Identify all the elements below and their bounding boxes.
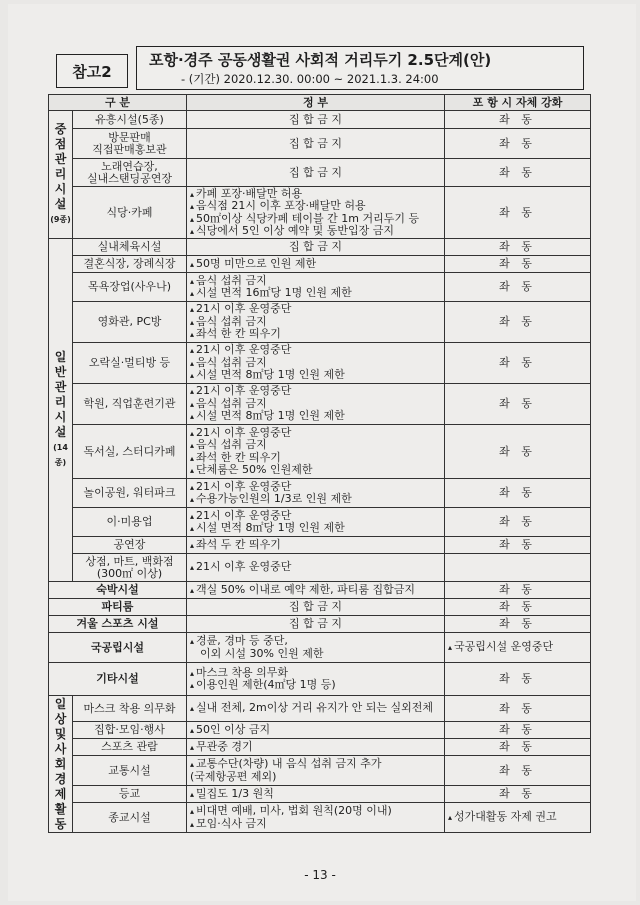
table-row bbox=[49, 111, 591, 129]
table-row bbox=[49, 739, 591, 756]
gov-measure: ▴ 21시 이후 운영중단 ▴ 음식 섭취 금지 ▴ 시설 면적 8㎡당 1명 인원 제한 bbox=[187, 343, 445, 384]
gov-measure: ▴ 21시 이후 운영중단 ▴ 수용가능인원의 1/3로 인원 제한 bbox=[187, 479, 445, 508]
facility-name: 놀이공원, 워터파크 bbox=[73, 479, 187, 508]
facility-name: 공연장 bbox=[73, 537, 187, 554]
gov-measure: 집 합 금 지 bbox=[187, 239, 445, 256]
gov-measure: ▴ 비대면 예배, 미사, 법회 원칙(20명 이내) ▴ 모임·식사 금지 bbox=[187, 803, 445, 833]
facility-name: 기타시설 bbox=[49, 663, 187, 696]
activity-name: 마스크 착용 의무화 bbox=[73, 696, 187, 722]
facility-name: 노래연습장, 실내스탠딩공연장 bbox=[73, 159, 187, 187]
facility-name: 이·미용업 bbox=[73, 508, 187, 537]
pohang-measure: 좌 동 bbox=[445, 739, 591, 756]
gov-measure: ▴ 실내 전체, 2m이상 거리 유지가 안 되는 실외전체 bbox=[187, 696, 445, 722]
gov-measure: 집 합 금 지 bbox=[187, 111, 445, 129]
pohang-measure: ▴ 국공립시설 운영중단 bbox=[445, 633, 591, 663]
gov-measure: ▴ 카페 포장·배달만 허용 ▴ 음식점 21시 이후 포장·배달만 허용 ▴ 50㎡이상 식당카페 테이블 간 1m 거리두기 등 ▴ 식당에서 5인 이상 예약 및 동반입장 금지 bbox=[187, 187, 445, 239]
gov-measure: ▴ 무관중 경기 bbox=[187, 739, 445, 756]
gov-measure: ▴ 21시 이후 운영중단 ▴ 음식 섭취 금지 ▴ 좌석 한 칸 띄우기 ▴ 단체룸은 50% 인원제한 bbox=[187, 425, 445, 479]
gov-measure: ▴ 밀집도 1/3 원칙 bbox=[187, 786, 445, 803]
title-box bbox=[136, 46, 584, 90]
gov-measure: ▴ 21시 이후 운영중단 ▴ 음식 섭취 금지 ▴ 좌석 한 칸 띄우기 bbox=[187, 302, 445, 343]
table-row bbox=[49, 696, 591, 722]
facility-name: 상점, 마트, 백화점 (300㎡ 이상) bbox=[73, 554, 187, 582]
activity-name: 스포츠 관람 bbox=[73, 739, 187, 756]
pohang-measure: 좌 동 bbox=[445, 343, 591, 384]
table-row bbox=[49, 756, 591, 786]
group-focus-label: 중 점 관 리 시 설 (9종) bbox=[49, 111, 73, 239]
page-title: 포항·경주 공동생활권 사회적 거리두기 2.5단계(안) bbox=[149, 51, 492, 69]
pohang-measure: 좌 동 bbox=[445, 129, 591, 159]
gov-measure: ▴ 50인 이상 금지 bbox=[187, 722, 445, 739]
facility-name: 목욕장업(사우나) bbox=[73, 273, 187, 302]
gov-measure: 집 합 금 지 bbox=[187, 159, 445, 187]
activity-name: 종교시설 bbox=[73, 803, 187, 833]
table-row bbox=[49, 803, 591, 833]
facility-name: 국공립시설 bbox=[49, 633, 187, 663]
pohang-measure: 좌 동 bbox=[445, 187, 591, 239]
group-general-label: 일 반 관 리 시 설 (14종) bbox=[49, 239, 73, 582]
facility-name: 식당·카페 bbox=[73, 187, 187, 239]
facility-name: 겨울 스포츠 시설 bbox=[49, 616, 187, 633]
gov-measure: ▴ 50명 미만으로 인원 제한 bbox=[187, 256, 445, 273]
pohang-measure: 좌 동 bbox=[445, 599, 591, 616]
facility-name: 독서실, 스터디카페 bbox=[73, 425, 187, 479]
pohang-measure: 좌 동 bbox=[445, 722, 591, 739]
gov-measure: 집 합 금 지 bbox=[187, 599, 445, 616]
table-row bbox=[49, 663, 591, 696]
col-category: 구 분 bbox=[49, 95, 187, 111]
table-row bbox=[49, 508, 591, 537]
activity-name: 등교 bbox=[73, 786, 187, 803]
facility-name: 방문판매 직접판매홍보관 bbox=[73, 129, 187, 159]
gov-measure: ▴ 좌석 두 칸 띄우기 bbox=[187, 537, 445, 554]
facility-name: 결혼식장, 장례식장 bbox=[73, 256, 187, 273]
table-row bbox=[49, 256, 591, 273]
pohang-measure: 좌 동 bbox=[445, 756, 591, 786]
table-row bbox=[49, 343, 591, 384]
gov-measure: ▴ 마스크 착용 의무화 ▴ 이용인원 제한(4㎡당 1명 등) bbox=[187, 663, 445, 696]
group-daily-label: 일 상 및 사 회 경 제 활 동 bbox=[49, 696, 73, 833]
facility-name: 오락실·멀티방 등 bbox=[73, 343, 187, 384]
col-government: 정 부 bbox=[187, 95, 445, 111]
gov-measure: ▴ 경륜, 경마 등 중단, 이외 시설 30% 인원 제한 bbox=[187, 633, 445, 663]
pohang-measure: 좌 동 bbox=[445, 239, 591, 256]
pohang-measure: 좌 동 bbox=[445, 508, 591, 537]
facility-name: 영화관, PC방 bbox=[73, 302, 187, 343]
pohang-measure: 좌 동 bbox=[445, 256, 591, 273]
gov-measure: ▴ 객실 50% 이내로 예약 제한, 파티룸 집합금지 bbox=[187, 582, 445, 599]
table-row bbox=[49, 273, 591, 302]
pohang-measure: ▴ 성가대활동 자제 권고 bbox=[445, 803, 591, 833]
col-pohang: 포 항 시 자체 강화 bbox=[445, 95, 591, 111]
table-header-row bbox=[49, 95, 591, 111]
pohang-measure: 좌 동 bbox=[445, 537, 591, 554]
table-row bbox=[49, 187, 591, 239]
table-row bbox=[49, 599, 591, 616]
activity-name: 집합·모임·행사 bbox=[73, 722, 187, 739]
table-row bbox=[49, 239, 591, 256]
table-row bbox=[49, 384, 591, 425]
gov-measure: ▴ 21시 이후 운영중단 bbox=[187, 554, 445, 582]
gov-measure: ▴ 21시 이후 운영중단 ▴ 시설 면적 8㎡당 1명 인원 제한 bbox=[187, 508, 445, 537]
pohang-measure: 좌 동 bbox=[445, 425, 591, 479]
gov-measure: ▴ 교통수단(차량) 내 음식 섭취 금지 추가 (국제항공편 제외) bbox=[187, 756, 445, 786]
table-row bbox=[49, 786, 591, 803]
facility-name: 숙박시설 bbox=[49, 582, 187, 599]
pohang-measure: 좌 동 bbox=[445, 479, 591, 508]
pohang-measure: 좌 동 bbox=[445, 384, 591, 425]
reference-tag: 참고2 bbox=[56, 54, 128, 88]
gov-measure: 집 합 금 지 bbox=[187, 129, 445, 159]
pohang-measure: 좌 동 bbox=[445, 786, 591, 803]
pohang-measure: 좌 동 bbox=[445, 273, 591, 302]
facility-name: 유흥시설(5종) bbox=[73, 111, 187, 129]
table-row bbox=[49, 582, 591, 599]
activity-name: 교통시설 bbox=[73, 756, 187, 786]
table-row bbox=[49, 479, 591, 508]
facility-name: 파티룸 bbox=[49, 599, 187, 616]
table-row bbox=[49, 159, 591, 187]
pohang-measure: 좌 동 bbox=[445, 302, 591, 343]
facility-name: 학원, 직업훈련기관 bbox=[73, 384, 187, 425]
table-row bbox=[49, 722, 591, 739]
pohang-measure: 좌 동 bbox=[445, 582, 591, 599]
table-row bbox=[49, 129, 591, 159]
facility-name: 실내체육시설 bbox=[73, 239, 187, 256]
table-row bbox=[49, 554, 591, 582]
table-row bbox=[49, 633, 591, 663]
table-row bbox=[49, 537, 591, 554]
pohang-measure: 좌 동 bbox=[445, 159, 591, 187]
pohang-measure bbox=[445, 554, 591, 582]
period-text: - (기간) 2020.12.30. 00:00 ~ 2021.1.3. 24:00 bbox=[181, 72, 439, 86]
table-row bbox=[49, 616, 591, 633]
pohang-measure: 좌 동 bbox=[445, 663, 591, 696]
pohang-measure: 좌 동 bbox=[445, 696, 591, 722]
gov-measure: 집 합 금 지 bbox=[187, 616, 445, 633]
table-row bbox=[49, 425, 591, 479]
gov-measure: ▴ 음식 섭취 금지 ▴ 시설 면적 16㎡당 1명 인원 제한 bbox=[187, 273, 445, 302]
pohang-measure: 좌 동 bbox=[445, 111, 591, 129]
distancing-table bbox=[48, 94, 591, 833]
gov-measure: ▴ 21시 이후 운영중단 ▴ 음식 섭취 금지 ▴ 시설 면적 8㎡당 1명 인원 제한 bbox=[187, 384, 445, 425]
table-row bbox=[49, 302, 591, 343]
pohang-measure: 좌 동 bbox=[445, 616, 591, 633]
page-number: - 13 - bbox=[304, 868, 336, 882]
